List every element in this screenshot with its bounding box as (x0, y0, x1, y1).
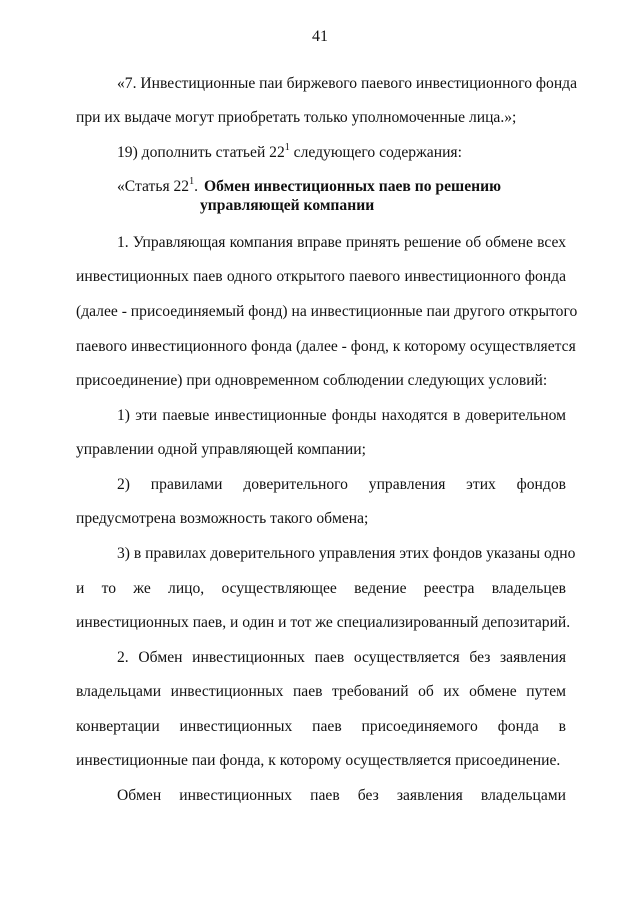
article-heading (117, 177, 566, 197)
text-fragment: следующего содержания: (289, 144, 462, 161)
text-line: инвестиционные паи фонда, к которому осуществляется присоединение. (76, 752, 561, 769)
article-label-dot: . (194, 178, 199, 195)
text-line: конвертации инвестиционных паев присоединяемого фонда в (76, 718, 566, 735)
page-number: 41 (312, 28, 328, 45)
article-title-continued: управляющей компании (200, 197, 375, 214)
text-line: инвестиционных паев, и один и тот же специализированный депозитарий. (76, 614, 571, 631)
text-line: паевого инвестиционного фонда (далее - фонд, к которому осуществляется (76, 338, 576, 355)
text-line (117, 143, 566, 163)
text-line: 3) в правилах доверительного управления этих фондов указаны одно (117, 545, 576, 562)
text-line: и то же лицо, осуществляющее ведение реестра владельцев (76, 580, 566, 597)
superscript: 1 (189, 175, 195, 187)
text-line: Обмен инвестиционных паев без заявления владельцами (117, 787, 566, 804)
text-line: при их выдаче могут приобретать только уполномоченные лица.»; (76, 109, 517, 126)
text-line: 2. Обмен инвестиционных паев осуществляется без заявления (117, 649, 566, 666)
text-line: «7. Инвестиционные паи биржевого паевого инвестиционного фонда (117, 75, 578, 92)
text-line: присоединение) при одновременном соблюдении следующих условий: (76, 372, 548, 389)
text-line: владельцами инвестиционных паев требований об их обмене путем (76, 683, 566, 700)
article-title: Обмен инвестиционных паев по решению (204, 178, 501, 195)
superscript: 1 (284, 141, 290, 153)
text-line: 2) правилами доверительного управления этих фондов (117, 476, 566, 493)
article-label: «Статья 22 (117, 178, 190, 195)
text-line: управлении одной управляющей компании; (76, 441, 366, 458)
text-line: предусмотрена возможность такого обмена; (76, 510, 369, 527)
text-line: 1. Управляющая компания вправе принять решение об обмене всех (117, 234, 566, 251)
text-line: инвестиционных паев одного открытого паевого инвестиционного фонда (76, 268, 566, 285)
text-fragment: 19) дополнить статьей 22 (117, 144, 285, 161)
text-line: (далее - присоединяемый фонд) на инвестиционные паи другого открытого (76, 303, 578, 320)
text-line: 1) эти паевые инвестиционные фонды находятся в доверительном (117, 407, 566, 424)
